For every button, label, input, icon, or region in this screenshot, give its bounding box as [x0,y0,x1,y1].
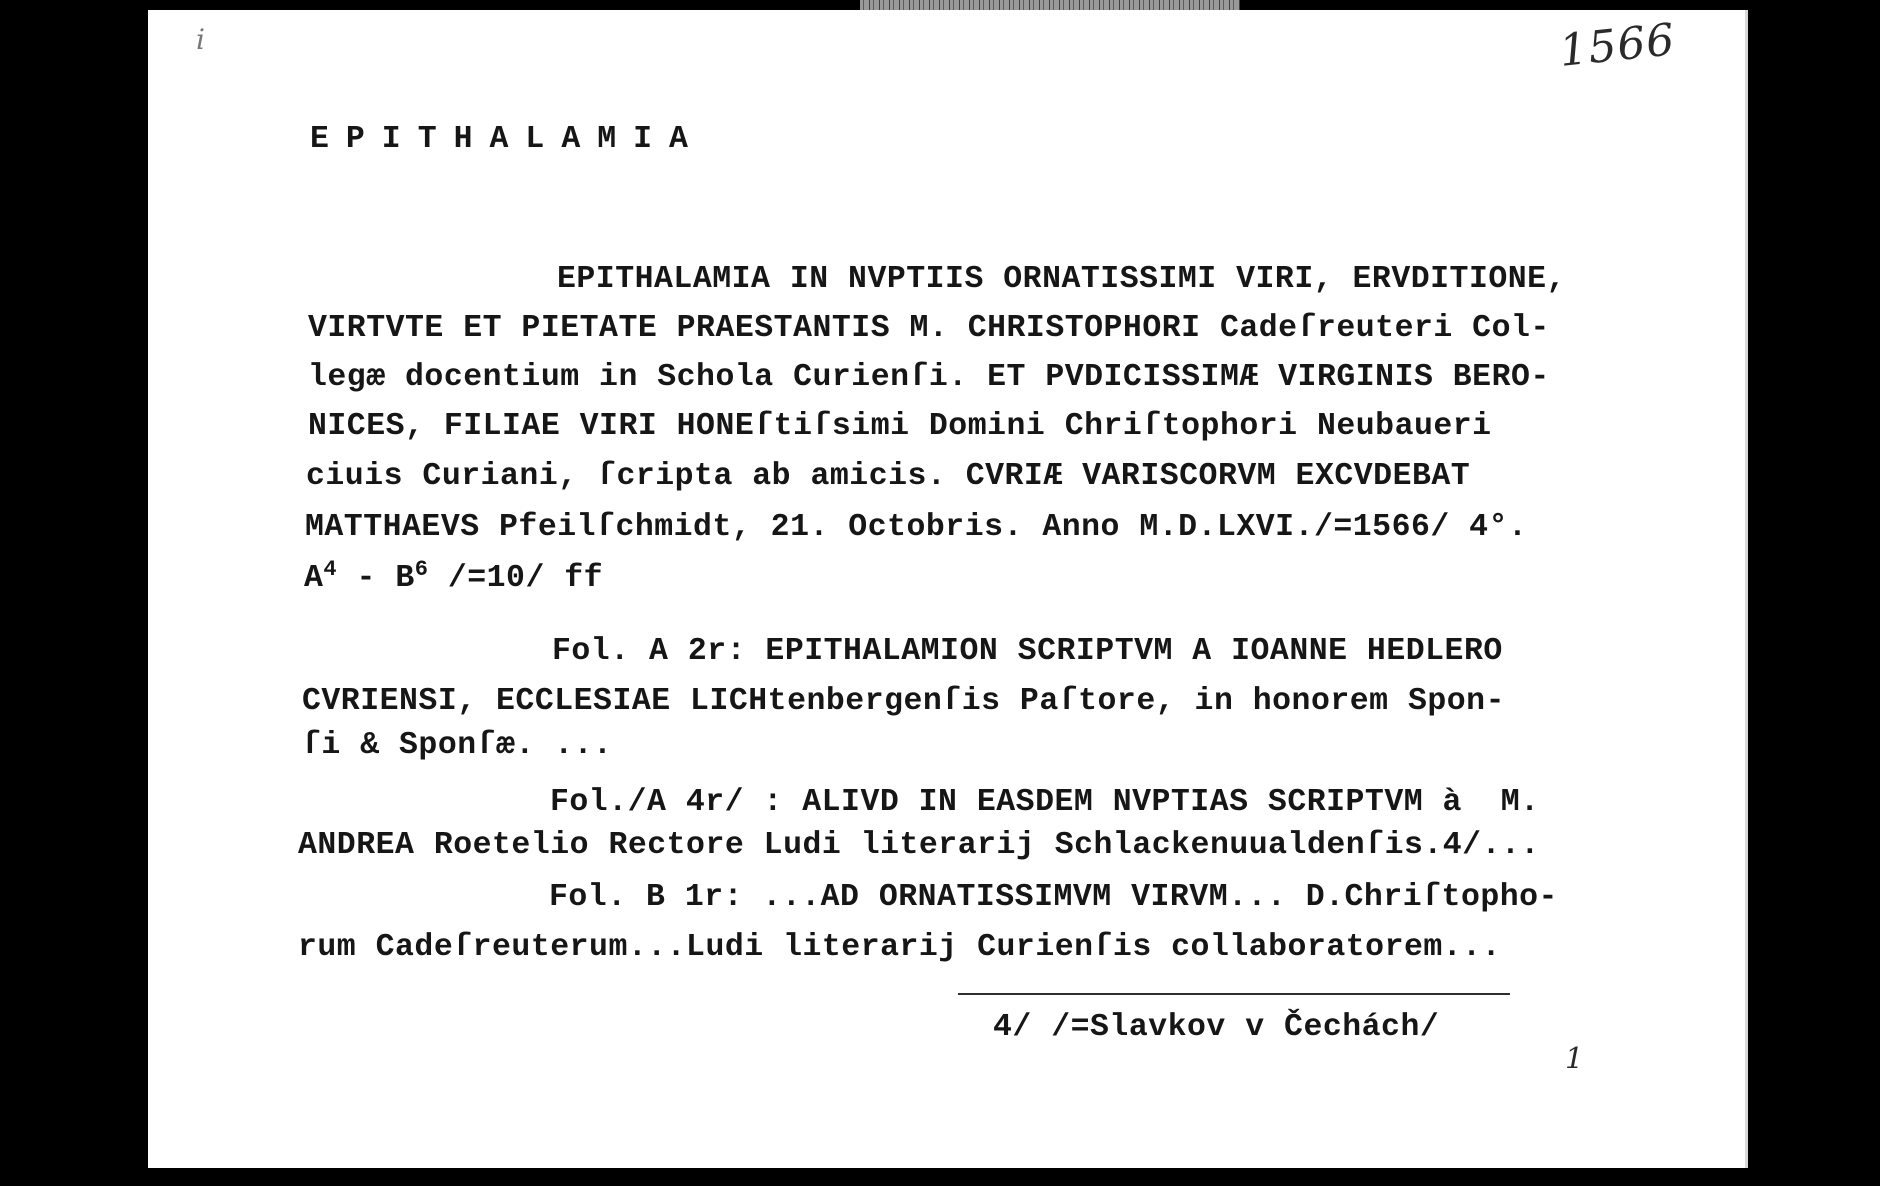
entry-line: ANDREA Roetelio Rectore Ludi literarij Schlackenuualdenſis.4/... [298,828,1540,863]
collation-line [304,557,604,596]
footnote: 4/ /=Slavkov v Čechách/ [993,1010,1440,1045]
title-line: EPITHALAMIA IN NVPTIIS ORNATISSIMI VIRI, ERVDITIONE, [557,262,1566,297]
entry-line: Fol./A 4r/ : ALIVD IN EASDEM NVPTIAS SCRIPTVM à M. [550,785,1540,820]
corner-pencil-mark: i [196,23,205,56]
title-line: VIRTVTE ET PIETATE PRAESTANTIS M. CHRISTOPHORI Cadeſreuteri Col- [308,311,1550,346]
collation-dash: - [337,561,396,596]
signature-b-count: 6 [414,557,429,582]
entry-line: rum Cadeſreuterum...Ludi literarij Curienſis collaboratorem... [298,930,1501,965]
entry-line: ſi & Sponſæ. ... [302,728,613,763]
title-line: NICES, FILIAE VIRI HONEſtiſsimi Domini Chriſtophori Neubaueri [308,409,1492,444]
entry-line: Fol. B 1r: ...AD ORNATISSIMVM VIRVM... D.Chriſtopho- [549,880,1558,915]
entry-line: Fol. A 2r: EPITHALAMION SCRIPTVM A IOANNE HEDLERO [552,634,1503,669]
title-line: MATTHAEVS Pfeilſchmidt, 21. Octobris. Anno M.D.LXVI./=1566/ 4°. [305,510,1528,545]
leaf-count: /=10/ ff [428,561,604,596]
catalog-number: 1566 [1556,14,1678,77]
card-heading: EPITHALAMIA [310,122,705,157]
signature-a-count: 4 [323,557,338,582]
title-line: legæ docentium in Schola Curienſi. ET PVDICISSIMÆ VIRGINIS BERO- [308,360,1550,395]
signature-b: B [395,561,415,596]
footnote-rule [958,993,1510,995]
signature-a: A [304,561,324,596]
entry-line: CVRIENSI, ECCLESIAE LICHtenbergenſis Paſtore, in honorem Spon- [302,684,1505,719]
title-line: ciuis Curiani, ſcripta ab amicis. CVRIÆ VARISCORVM EXCVDEBAT [306,459,1471,494]
card-edge [1745,10,1748,1168]
page-number: 1 [1565,1041,1584,1075]
